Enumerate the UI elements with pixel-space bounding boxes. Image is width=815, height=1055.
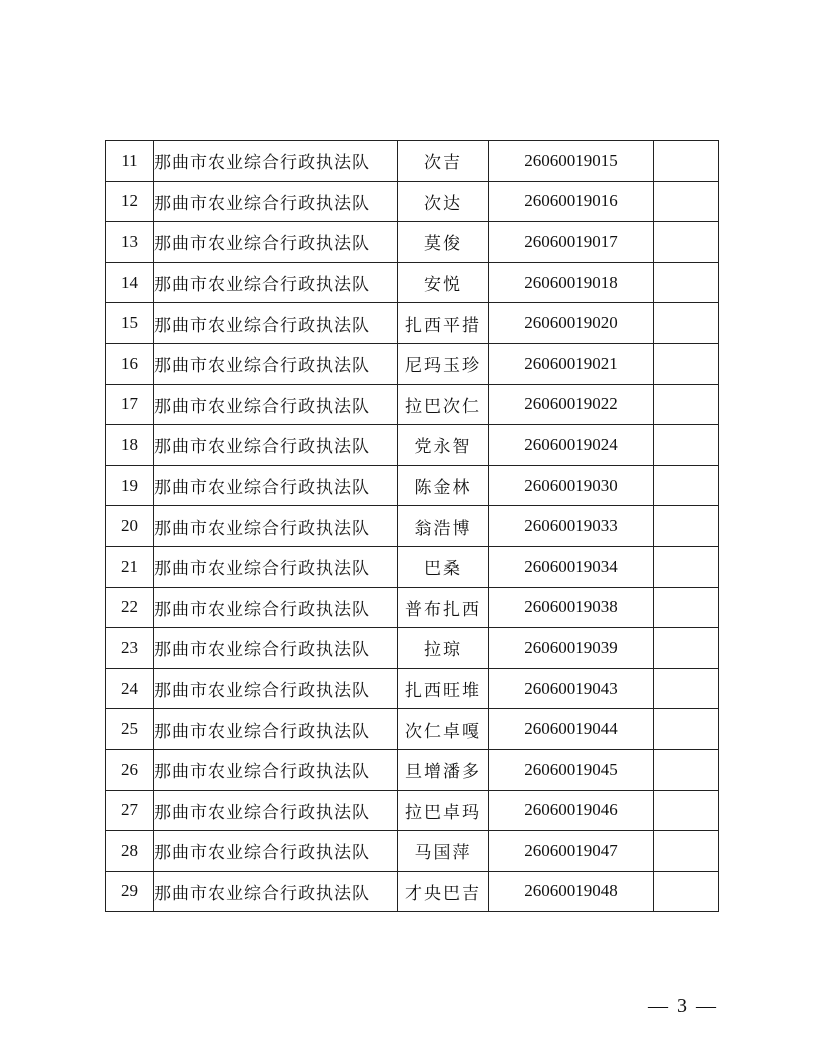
remark-cell	[654, 303, 719, 344]
row-number: 19	[106, 465, 154, 506]
remark-cell	[654, 790, 719, 831]
table-row	[106, 384, 719, 425]
remark-cell	[654, 587, 719, 628]
certificate-number: 26060019024	[489, 425, 654, 466]
person-name: 旦增潘多	[398, 749, 489, 790]
person-name: 次达	[398, 181, 489, 222]
unit-name: 那曲市农业综合行政执法队	[154, 465, 398, 506]
certificate-number: 26060019017	[489, 222, 654, 263]
row-number: 20	[106, 506, 154, 547]
row-number: 28	[106, 831, 154, 872]
remark-cell	[654, 465, 719, 506]
unit-name: 那曲市农业综合行政执法队	[154, 831, 398, 872]
certificate-number: 26060019033	[489, 506, 654, 547]
table-row	[106, 668, 719, 709]
row-number: 11	[106, 141, 154, 182]
remark-cell	[654, 141, 719, 182]
row-number: 14	[106, 262, 154, 303]
table-row	[106, 465, 719, 506]
person-name: 巴桑	[398, 546, 489, 587]
person-name: 普布扎西	[398, 587, 489, 628]
row-number: 24	[106, 668, 154, 709]
row-number: 16	[106, 343, 154, 384]
person-name: 次吉	[398, 141, 489, 182]
person-name: 莫俊	[398, 222, 489, 263]
unit-name: 那曲市农业综合行政执法队	[154, 222, 398, 263]
remark-cell	[654, 668, 719, 709]
table-row	[106, 222, 719, 263]
person-name: 扎西旺堆	[398, 668, 489, 709]
unit-name: 那曲市农业综合行政执法队	[154, 628, 398, 669]
unit-name: 那曲市农业综合行政执法队	[154, 546, 398, 587]
remark-cell	[654, 871, 719, 912]
unit-name: 那曲市农业综合行政执法队	[154, 262, 398, 303]
row-number: 26	[106, 749, 154, 790]
person-name: 安悦	[398, 262, 489, 303]
table-row	[106, 181, 719, 222]
certificate-number: 26060019048	[489, 871, 654, 912]
unit-name: 那曲市农业综合行政执法队	[154, 790, 398, 831]
row-number: 12	[106, 181, 154, 222]
row-number: 18	[106, 425, 154, 466]
remark-cell	[654, 384, 719, 425]
person-name: 拉巴卓玛	[398, 790, 489, 831]
table-row	[106, 546, 719, 587]
table-row	[106, 262, 719, 303]
remark-cell	[654, 749, 719, 790]
unit-name: 那曲市农业综合行政执法队	[154, 709, 398, 750]
row-number: 23	[106, 628, 154, 669]
person-name: 陈金林	[398, 465, 489, 506]
unit-name: 那曲市农业综合行政执法队	[154, 384, 398, 425]
certificate-number: 26060019022	[489, 384, 654, 425]
remark-cell	[654, 425, 719, 466]
remark-cell	[654, 506, 719, 547]
table-row	[106, 749, 719, 790]
remark-cell	[654, 222, 719, 263]
certificate-number: 26060019020	[489, 303, 654, 344]
person-name: 党永智	[398, 425, 489, 466]
unit-name: 那曲市农业综合行政执法队	[154, 425, 398, 466]
row-number: 27	[106, 790, 154, 831]
table-row	[106, 790, 719, 831]
certificate-number: 26060019015	[489, 141, 654, 182]
unit-name: 那曲市农业综合行政执法队	[154, 303, 398, 344]
certificate-number: 26060019047	[489, 831, 654, 872]
unit-name: 那曲市农业综合行政执法队	[154, 871, 398, 912]
certificate-number: 26060019045	[489, 749, 654, 790]
page-number: — 3 —	[648, 995, 718, 1017]
table-row	[106, 303, 719, 344]
certificate-number: 26060019021	[489, 343, 654, 384]
unit-name: 那曲市农业综合行政执法队	[154, 587, 398, 628]
row-number: 29	[106, 871, 154, 912]
remark-cell	[654, 831, 719, 872]
unit-name: 那曲市农业综合行政执法队	[154, 749, 398, 790]
table-row	[106, 587, 719, 628]
table-row	[106, 871, 719, 912]
table-row	[106, 709, 719, 750]
certificate-number: 26060019039	[489, 628, 654, 669]
row-number: 17	[106, 384, 154, 425]
table-row	[106, 831, 719, 872]
row-number: 25	[106, 709, 154, 750]
person-name: 次仁卓嘎	[398, 709, 489, 750]
certificate-number: 26060019016	[489, 181, 654, 222]
personnel-table	[105, 140, 719, 912]
table-row	[106, 506, 719, 547]
certificate-number: 26060019018	[489, 262, 654, 303]
table-row	[106, 628, 719, 669]
row-number: 21	[106, 546, 154, 587]
certificate-number: 26060019034	[489, 546, 654, 587]
row-number: 22	[106, 587, 154, 628]
person-name: 拉巴次仁	[398, 384, 489, 425]
table-row	[106, 425, 719, 466]
table-row	[106, 343, 719, 384]
unit-name: 那曲市农业综合行政执法队	[154, 181, 398, 222]
certificate-number: 26060019044	[489, 709, 654, 750]
certificate-number: 26060019038	[489, 587, 654, 628]
certificate-number: 26060019030	[489, 465, 654, 506]
unit-name: 那曲市农业综合行政执法队	[154, 668, 398, 709]
unit-name: 那曲市农业综合行政执法队	[154, 343, 398, 384]
remark-cell	[654, 546, 719, 587]
row-number: 13	[106, 222, 154, 263]
row-number: 15	[106, 303, 154, 344]
certificate-number: 26060019043	[489, 668, 654, 709]
remark-cell	[654, 262, 719, 303]
personnel-table-body	[106, 141, 719, 912]
person-name: 拉琼	[398, 628, 489, 669]
certificate-number: 26060019046	[489, 790, 654, 831]
table-row	[106, 141, 719, 182]
remark-cell	[654, 709, 719, 750]
person-name: 扎西平措	[398, 303, 489, 344]
remark-cell	[654, 343, 719, 384]
remark-cell	[654, 181, 719, 222]
unit-name: 那曲市农业综合行政执法队	[154, 141, 398, 182]
unit-name: 那曲市农业综合行政执法队	[154, 506, 398, 547]
person-name: 才央巴吉	[398, 871, 489, 912]
person-name: 尼玛玉珍	[398, 343, 489, 384]
person-name: 翁浩博	[398, 506, 489, 547]
person-name: 马国萍	[398, 831, 489, 872]
remark-cell	[654, 628, 719, 669]
